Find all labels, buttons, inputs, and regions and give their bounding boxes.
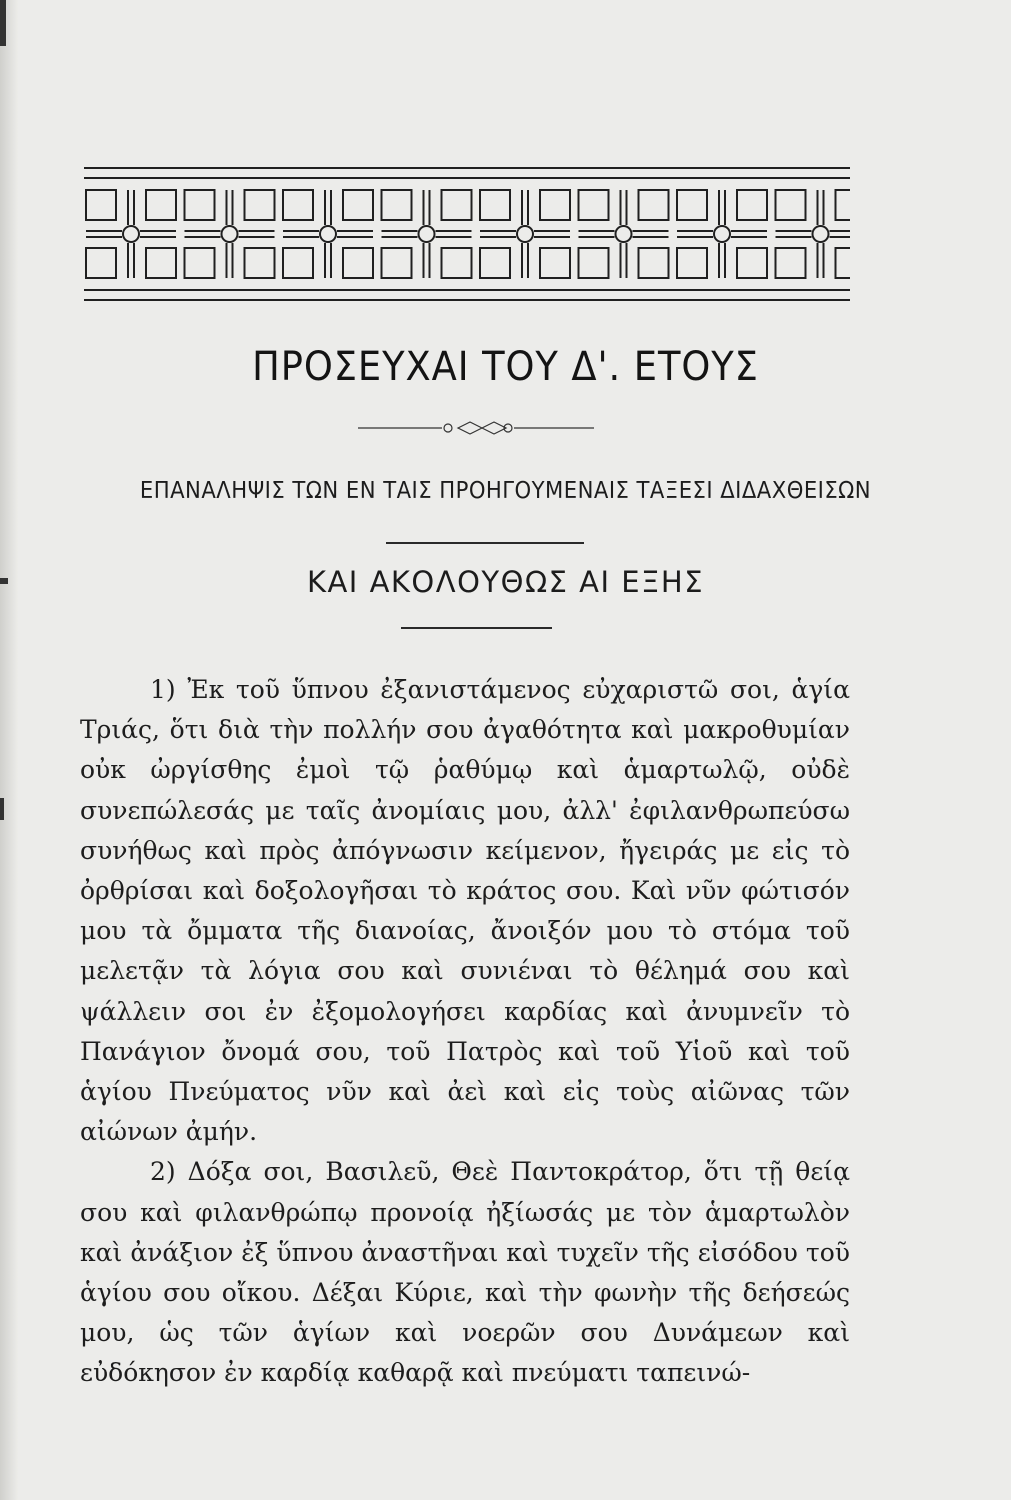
ornament-stroke (714, 226, 730, 242)
divider-rule (386, 542, 584, 544)
section-subtitle-secondary: ΚΑΙ ΑΚΟΛΟΥΘΩΣ ΑΙ ΕΞΗΣ (306, 565, 705, 599)
ornament-stroke (737, 190, 767, 220)
edge-mark (0, 0, 6, 46)
ornament-stroke (579, 190, 609, 220)
ornament-stroke (836, 190, 851, 220)
page-binding-edge (0, 0, 18, 1500)
ornament-stroke (185, 190, 215, 220)
ornament-stroke (343, 190, 373, 220)
ornament-stroke (86, 190, 116, 220)
ornament-stroke (146, 190, 176, 220)
ornament-stroke (245, 190, 275, 220)
ornament-stroke (442, 248, 472, 278)
divider-rule (401, 627, 552, 629)
ornament-stroke (480, 190, 510, 220)
ornament-stroke (579, 248, 609, 278)
ornament-stroke (480, 248, 510, 278)
ornament-stroke (776, 190, 806, 220)
ornament-stroke (737, 248, 767, 278)
ornament-stroke (639, 190, 669, 220)
edge-mark (0, 798, 4, 820)
ornament-stroke (836, 248, 851, 278)
ornament-stroke (320, 226, 336, 242)
ornament-stroke (540, 248, 570, 278)
ornament-stroke (442, 190, 472, 220)
ornament-stroke (677, 248, 707, 278)
ornament-stroke (86, 248, 116, 278)
ornament-stroke (283, 190, 313, 220)
page-title: ΠΡΟΣΕΥΧΑΙ ΤΟΥ Δ'. ΕΤΟΥΣ (252, 344, 759, 390)
ornament-stroke (146, 248, 176, 278)
title-flourish (358, 418, 594, 438)
ornament-stroke (185, 248, 215, 278)
paragraph-2: 2) Δόξα σοι, Βασιλεῦ, Θεὲ Παντοκράτορ, ὅτι τῇ θείᾳ σου καὶ φιλανθρώπῳ προνοίᾳ ἠξίωσάς με τὸν ἁμαρτωλὸν καὶ ἀνάξιον ἐξ ὕπνου ἀναστῆναι καὶ τυχεῖν τῆς εἰσόδου τοῦ ἁγίου σου οἴκου. Δέξαι Κύριε, καὶ τὴν φωνὴν τῆς δεήσεώς μου, ὡς τῶν ἁγίων καὶ νοερῶν σου Δυνάμεων καὶ εὐδόκησον ἐν καρδίᾳ καθαρᾷ καὶ πνεύματι ταπεινώ- (80, 1157, 850, 1388)
ornament-stroke (382, 190, 412, 220)
ornament-stroke (639, 248, 669, 278)
ornament-stroke (222, 226, 238, 242)
ornament-stroke (517, 226, 533, 242)
section-subtitle: ΕΠΑΝΑΛΗΨΙΣ ΤΩΝ ΕΝ ΤΑΙΣ ΠΡΟΗΓΟΥΜΕΝΑΙΣ ΤΑΞΕΣΙ ΔΙΔΑΧΘΕΙΣΩΝ (139, 478, 872, 504)
ornament-stroke (813, 226, 829, 242)
ornament-stroke (123, 226, 139, 242)
ornament-stroke (382, 248, 412, 278)
prayer-text (80, 670, 850, 1394)
paragraph-1: 1) Ἐκ τοῦ ὕπνου ἐξανιστάμενος εὐχαριστῶ σοι, ἁγία Τριάς, ὅτι διὰ τὴν πολλήν σου ἀγαθότητα καὶ μακροθυμίαν οὐκ ὠργίσθης ἐμοὶ τῷ ῥαθύμῳ καὶ ἁμαρτωλῷ, οὐδὲ συνεπώλεσάς με ταῖς ἀνομίαις μου, ἀλλ' ἐφιλανθρωπεύσω συνήθως καὶ πρὸς ἀπόγνωσιν κείμενον, ἤγειράς με εἰς τὸ ὀρθρίσαι καὶ δοξολογῆσαι τὸ κράτος σου. Καὶ νῦν φώτισόν μου τὰ ὄμματα τῆς διανοίας, ἄνοιξόν μου τὸ στόμα τοῦ μελετᾷν τὰ λόγια σου καὶ συνιέναι τὸ θέλημά σου καὶ ψάλλειν σοι ἐν ἐξομολογήσει καρδίας καὶ ἀνυμνεῖν τὸ Πανάγιον ὄνομά σου, τοῦ Πατρὸς καὶ τοῦ Υἱοῦ καὶ τοῦ ἁγίου Πνεύματος νῦν καὶ ἀεὶ καὶ εἰς τοὺς αἰῶνας τῶν αἰώνων ἀμήν. (80, 675, 850, 1147)
ornament-stroke (283, 248, 313, 278)
ornament-stroke (616, 226, 632, 242)
ornament-stroke (419, 226, 435, 242)
decorative-header-band (84, 166, 850, 304)
ornament-stroke (245, 248, 275, 278)
ornament-stroke (343, 248, 373, 278)
ornament-stroke (540, 190, 570, 220)
ornament-stroke (776, 248, 806, 278)
ornament-stroke (677, 190, 707, 220)
